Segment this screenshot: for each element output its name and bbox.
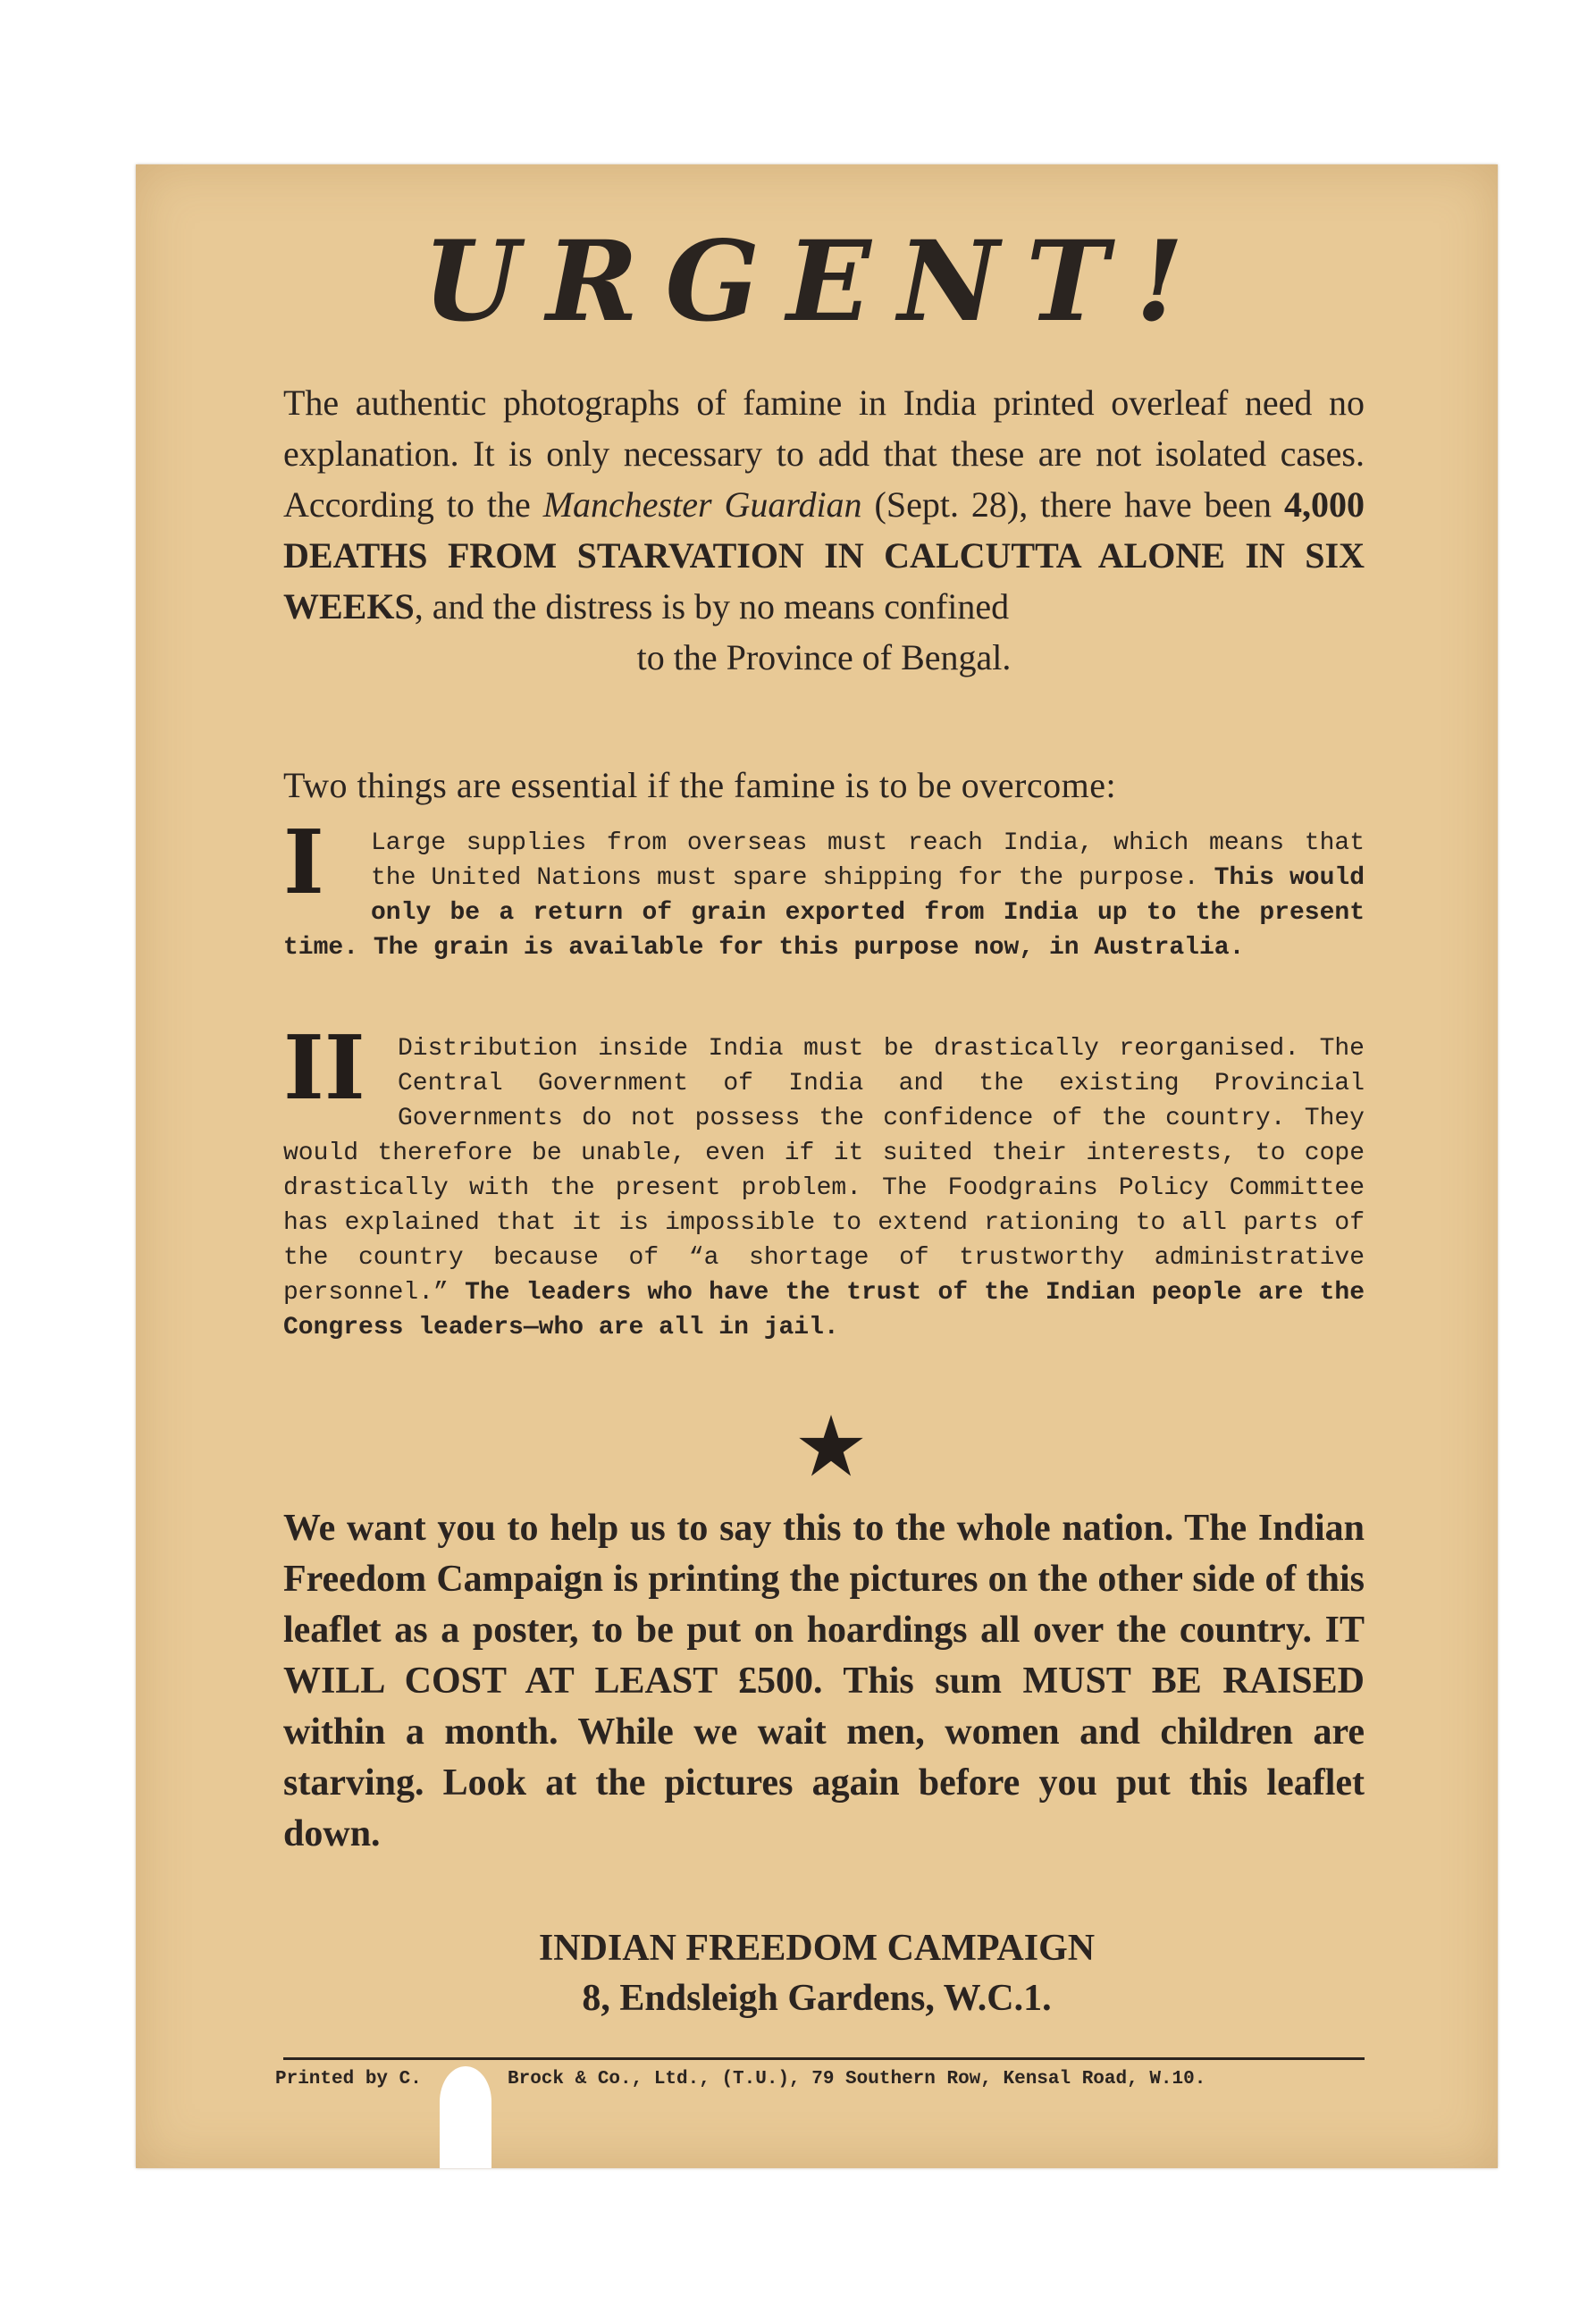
point-two-bold: The leaders who have the trust of the Indian people are the Congress leaders—who are all in jail. [283,1279,1365,1341]
point-one-bold: This would only be a return of grain exported from India up to the present time. The grain is available for this purpose now, in Australia. [283,864,1365,962]
point-one [283,811,1365,965]
essentials-heading: Two things are essential if the famine is to be overcome: [283,765,1117,805]
point-two [283,1017,1365,1345]
numeral-two: II [283,1017,365,1120]
printer-left: Printed by C. [275,2069,422,2090]
torn-edge [440,2066,491,2168]
headline: URGENT! [423,217,1211,347]
intro-last-line: to the Province of Bengal. [636,637,1012,677]
printer-right: Brock & Co., Ltd., (T.U.), 79 Southern Row, Kensal Road, W.10. [508,2069,1206,2090]
intro-text-2: (Sept. 28), there have been [861,484,1285,525]
intro-source: Manchester Guardian [542,484,862,525]
appeal-paragraph: We want you to help us to say this to the whole nation. The Indian Freedom Campaign is printing the pictures on the other side of this leaflet as a poster, to be put on hoardings all over the country. IT WILL COST AT LEAST £500. This sum MUST BE RAISED within a month. While we wait men, women and children are starving. Look at the pictures again before you put this leaflet down. [283,1508,1365,1854]
point-two-text: Distribution inside India must be drastically reorganised. The Central Government of India and the existing Provincial Governments do not possess the confidence of the country. They would therefore be unable, even if it suited their interests, to cope drastically with the present problem. The Foodgrains Policy Committee has explained that it is impossible to extend rationing to all parts of the country because of “a shortage of trustworthy administrative personnel.” [283,1035,1365,1307]
point-one-text: Large supplies from overseas must reach India, which means that the United Nations must spare shipping for the purpose. [371,829,1365,892]
intro-paragraph [283,377,1365,683]
intro-bold: 4,000 DEATHS FROM STARVATION IN CALCUTTA ALONE IN SIX WEEKS [283,484,1365,626]
organization-name: INDIAN FREEDOM CAMPAIGN [538,1928,1096,1969]
numeral-one: I [283,811,324,914]
organization-block [136,1923,1498,2023]
organization-address: 8, Endsleigh Gardens, W.C.1. [582,1978,1052,2019]
intro-text-1: The authentic photographs of famine in India printed overleaf need no explanation. It is only necessary to add that these are not isolated cases. According to the [283,383,1365,525]
intro-text-3: , and the distress is by no means confined [414,586,1010,626]
star-icon [797,1412,865,1480]
leaflet-sheet [136,164,1498,2168]
footer-rule [283,2057,1365,2060]
